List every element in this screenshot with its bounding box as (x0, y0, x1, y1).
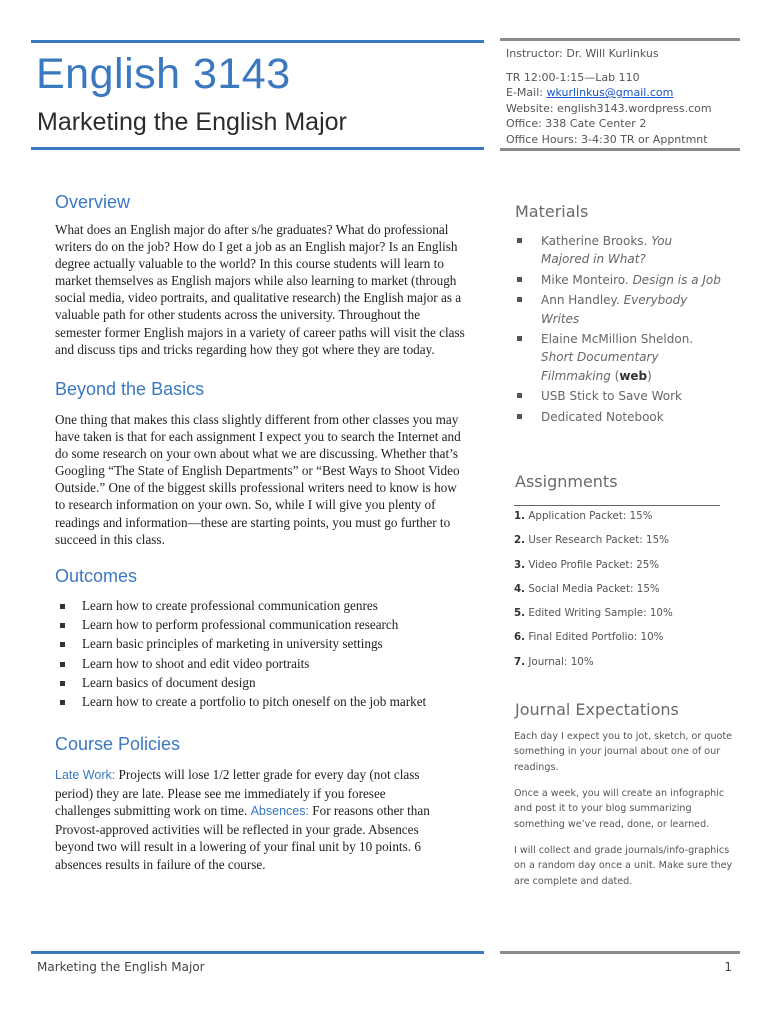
policy-text: challenges submitting work on time. (55, 803, 251, 819)
assignment-number: 3. (514, 558, 526, 571)
materials-list (517, 232, 722, 428)
bullet-icon (60, 700, 65, 705)
assignment-text: Social Media Packet: 15% (528, 582, 660, 595)
late-work-text: Projects will lose 1/2 letter grade for every day (not class (115, 767, 420, 782)
text-line: have taken is that for each assignment I expect you to search the Internet and (55, 429, 461, 445)
text-line: are complete and dated. (514, 875, 633, 887)
journal-paragraph-2 (514, 786, 746, 832)
list-item (514, 631, 673, 655)
list-item (60, 656, 426, 675)
list-item (514, 583, 673, 607)
outcome-text: Learn how to create professional communication genres (82, 598, 378, 613)
text-line: and post it to your blog summarizing (514, 803, 692, 815)
assignments-heading: Assignments (515, 472, 618, 491)
text-line: writers do on the job? How do I get a job as an English major? Is an English (55, 239, 458, 255)
bullet-icon (517, 393, 522, 398)
list-item (60, 694, 426, 713)
policies-paragraph (55, 766, 487, 874)
text-line: to research information on your own. So, while I will give you plenty of (55, 497, 436, 513)
email-link[interactable]: wkurlinkus@gmail.com (546, 86, 674, 100)
bullet-icon (517, 277, 522, 282)
text-line: One thing that makes this class slightly different from other classes you may (55, 412, 459, 427)
material-title: Design is a Job (632, 272, 721, 287)
footer-rule-grey (500, 951, 740, 954)
text-line: semester former English majors in a variety of career paths will visit the class (55, 324, 465, 340)
list-item (60, 617, 426, 636)
overview-heading: Overview (55, 192, 131, 212)
footer-text: Marketing the English Major (37, 960, 205, 974)
outcomes-list (60, 598, 426, 713)
list-item (517, 232, 722, 268)
office-line: Office: 338 Cate Center 2 (506, 117, 647, 131)
material-web-tag: web (619, 368, 648, 383)
text-line: Once a week, you will create an infographic (514, 788, 725, 799)
assignment-text: Application Packet: 15% (528, 510, 653, 522)
assignment-number: 5. (514, 607, 526, 620)
bullet-icon (60, 681, 65, 686)
journal-heading: Journal Expectations (515, 700, 679, 719)
text-line: Googling “The State of English Departments” or “Best Ways to Shoot Video (55, 463, 460, 479)
text-line: on a random day once a unit. Make sure they (514, 860, 733, 872)
footer-rule-blue (31, 951, 484, 954)
material-title: Everybody Writes (541, 293, 688, 326)
assignment-number: 2. (514, 534, 526, 547)
assignment-number: 7. (514, 655, 526, 668)
text-line: beyond two will result in a lowering of your final unit by 10 points. 6 (55, 839, 421, 855)
list-item (514, 559, 673, 583)
bullet-icon (517, 336, 522, 341)
materials-heading: Materials (515, 202, 589, 221)
basics-paragraph (55, 411, 487, 548)
info-top-rule (500, 38, 740, 41)
bullet-icon (60, 623, 65, 628)
class-time: TR 12:00-1:15—Lab 110 (506, 70, 640, 84)
text-line: Outside.” One of the biggest skills professional writers need to know is how (55, 480, 457, 496)
assignments-list (514, 510, 673, 680)
text-line: something in your journal about one of our (514, 746, 721, 758)
list-item (517, 271, 722, 289)
assignment-text: Video Profile Packet: 25% (528, 558, 660, 571)
course-title: English 3143 (36, 50, 291, 98)
bullet-icon (60, 642, 65, 647)
assignment-text: Final Edited Portfolio: 10% (528, 631, 664, 644)
text-line: readings. (514, 761, 559, 773)
header-bottom-rule (31, 147, 484, 150)
text-line: What does an English major do after s/he graduates? What do professional (55, 222, 449, 237)
list-item (517, 387, 722, 405)
list-item: Elaine McMillion Sheldon. Short Documentary Filmmaking (web) (517, 330, 722, 385)
journal-paragraph-1 (514, 729, 746, 775)
text-line: valuable path for other students across the university. Throughout the (55, 307, 421, 323)
list-item (517, 408, 722, 426)
list-item (514, 607, 673, 631)
office-hours-line: Office Hours: 3-4:30 TR or Appntmnt (506, 132, 708, 146)
text-line: Provost-approved activities will be reflected in your grade. Absences (55, 821, 419, 837)
text-line: Each day I expect you to jot, sketch, or quote (514, 731, 733, 742)
page-number: 1 (724, 960, 732, 974)
outcome-text: Learn how to shoot and edit video portraits (82, 655, 310, 671)
material-text: USB Stick to Save Work (541, 389, 682, 404)
list-item (60, 636, 426, 655)
text-line: and discuss tips and tricks regarding how they got where they are today. (55, 341, 435, 357)
text-line: do some research on your own about what we are discussing. Whether that’s (55, 446, 458, 462)
material-author: Elaine McMillion Sheldon. (541, 332, 694, 347)
course-subtitle: Marketing the English Major (37, 108, 347, 136)
text-line: period) they are late. Please see me immediately if you foresee (55, 785, 386, 801)
website-line: Website: english3143.wordpress.com (506, 101, 712, 115)
header-top-rule (31, 40, 484, 43)
material-author: Mike Monteiro. (541, 272, 633, 287)
text-line: social media, video portraits, and qualitative research) the English major as a (55, 290, 462, 306)
bullet-icon (517, 414, 522, 419)
list-item (514, 656, 673, 680)
list-item (514, 510, 673, 534)
list-item (514, 534, 673, 558)
material-author: Katherine Brooks. (541, 234, 652, 248)
outcome-text: Learn how to create a portfolio to pitch oneself on the job market (82, 693, 427, 709)
list-item (60, 598, 426, 617)
absences-label: Absences: (250, 804, 309, 819)
basics-heading: Beyond the Basics (55, 379, 205, 399)
email-line (506, 85, 712, 101)
outcome-text: Learn basic principles of marketing in university settings (82, 636, 383, 652)
instructor-info (506, 46, 712, 148)
text-line (55, 802, 487, 821)
assignment-number: 4. (514, 582, 526, 595)
journal-paragraph-3 (514, 843, 746, 889)
text-line: market themselves as English majors while also learning to market (through (55, 273, 457, 289)
material-title: You Majored in What? (541, 234, 673, 267)
instructor-name: Instructor: Dr. Will Kurlinkus (506, 47, 659, 60)
text-line: succeed in this class. (55, 531, 165, 547)
assignment-text: Edited Writing Sample: 10% (528, 607, 673, 620)
text-line: I will collect and grade journals/info-graphics (514, 845, 730, 856)
outcomes-heading: Outcomes (55, 566, 138, 586)
list-item (517, 291, 722, 327)
assignment-number: 1. (514, 510, 526, 522)
text-line (55, 766, 487, 785)
policies-heading: Course Policies (55, 734, 181, 754)
bullet-icon (517, 297, 522, 302)
material-author: Ann Handley. (541, 293, 624, 308)
text-line: degree actually valuable to the world? In this course students will learn to (55, 256, 444, 272)
material-title: Short Documentary Filmmaking (541, 350, 659, 383)
bullet-icon (60, 662, 65, 667)
outcome-text: Learn how to perform professional communication research (82, 617, 399, 633)
late-work-label: Late Work: (55, 768, 116, 782)
bullet-icon (60, 604, 65, 609)
text-line: readings and information—these are starting points, you must go further to (55, 514, 451, 530)
assignment-number: 6. (514, 631, 526, 644)
material-text: Dedicated Notebook (541, 409, 664, 424)
info-bottom-rule (500, 148, 740, 151)
policy-text: For reasons other than (308, 803, 430, 819)
outcome-text: Learn basics of document design (82, 674, 256, 690)
overview-paragraph (55, 221, 487, 358)
list-item (60, 675, 426, 694)
assignment-text: Journal: 10% (528, 655, 594, 668)
email-label: E-Mail: (506, 86, 547, 100)
text-line: absences results in failure of the course. (55, 856, 266, 872)
assignments-rule (514, 505, 720, 506)
text-line: something we’ve read, done, or learned. (514, 818, 710, 830)
bullet-icon (517, 238, 522, 243)
assignment-text: User Research Packet: 15% (528, 534, 669, 547)
